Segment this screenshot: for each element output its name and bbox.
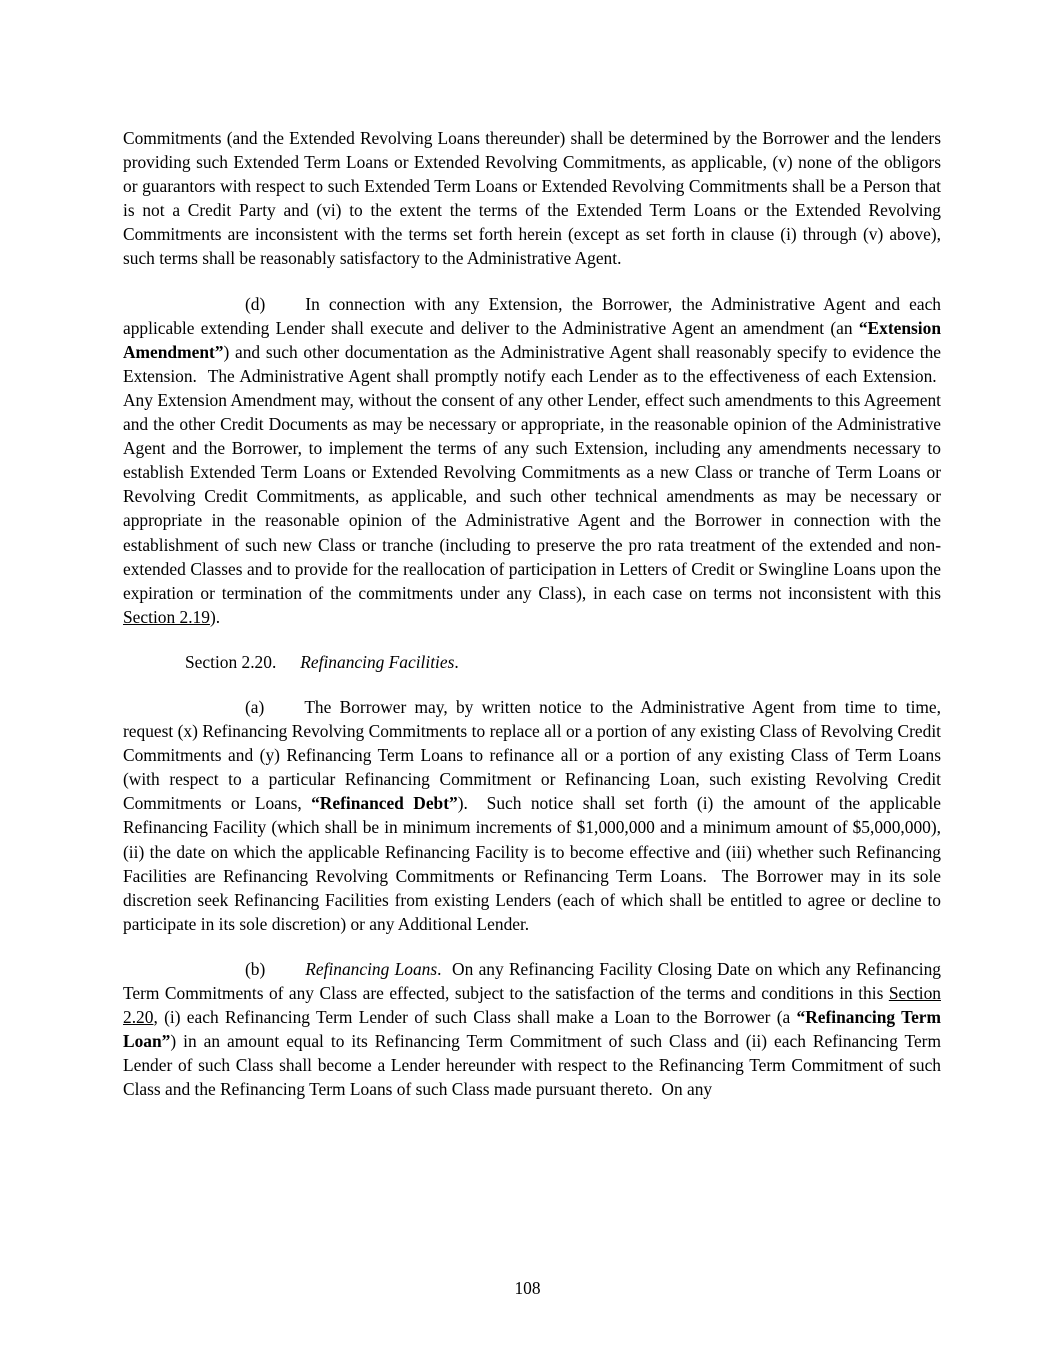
- text-block: [123, 126, 941, 1101]
- text-run: ) in an amount equal to its Refinancing Term Commitment of such Class and (ii) each Refinancing Term Lender of such Class shall become a Lender hereunder with respect to the Refinancing Term Commitment of such Class and the Refinancing Term Loans of such Class made pursuant thereto. On any: [123, 1031, 941, 1100]
- paragraph-v-vi-continuation: [123, 126, 941, 271]
- text-run: Commitments (and the Extended Revolving Loans thereunder) shall be determined by the Borrower and the lenders providing such Extended Term Loans or Extended Revolving Commitments, as applicable, (v) none of the obligors or guarantors with respect to such Extended Term Loans or Extended Revolving Commitments shall be a Person that is not a Credit Party and (vi) to the extent the terms of the Extended Term Loans or the Extended Revolving Commitments are inconsistent with the terms set forth herein (except as set forth in clause (i) through (v) above), such terms shall be reasonably satisfactory to the Administrative Agent.: [123, 128, 941, 269]
- text-run: .: [454, 651, 459, 672]
- defined-term: “Extension Amendment”: [123, 317, 941, 362]
- paragraph-b-refinancing-loans: [123, 957, 941, 1102]
- tab-space: [265, 292, 305, 316]
- tab-space: [264, 695, 304, 719]
- text-run: ).: [209, 606, 221, 627]
- text-run: . On any Refinancing Facility Closing Date on which any Refinancing Term Commitments of any Class are effected, subject to the satisfaction of the terms and conditions in this: [123, 958, 941, 1003]
- text-run: , (i) each Refinancing Term Lender of such Class shall make a Loan to the Borrower (a: [153, 1007, 797, 1028]
- text-run: The Borrower may, by written notice to the Administrative Agent from time to time, request (x) Refinancing Revolving Commitments to replace all or a portion of any existing Class of Revolving Credit Commitments and (y) Refinancing Term Loans to refinance all or a portion of any existing Class of Term Loans (with respect to a particular Refinancing Commitment or Refinancing Loan, such existing Revolving Credit Commitments or Loans,: [123, 696, 941, 814]
- italic-term: Refinancing Loans: [305, 958, 438, 979]
- italic-term: Refinancing Facilities: [300, 651, 455, 672]
- page-number: 108: [514, 1278, 541, 1298]
- text-run: ) and such other documentation as the Administrative Agent shall reasonably specify to evidence the Extension. The Administrative Agent shall promptly notify each Lender as to the effectiveness of each Extension. Any Extension Amendment may, without the consent of any other Lender, effect such amendments to this Agreement and the other Credit Documents as may be necessary or appropriate, in the reasonable opinion of the Administrative Agent and the Borrower, to implement the terms of any such Extension, including any amendments necessary to establish Extended Term Loans or Extended Revolving Commitments as a new Class or tranche of Term Loans or Revolving Credit Commitments, as applicable, and such other technical amendments as may be necessary or appropriate in the reasonable opinion of the Administrative Agent and the Borrower in connection with the establishment of such new Class or tranche (including to preserve the pro rata treatment of the extended and non-extended Classes and to provide for the reallocation of participation in Letters of Credit or Swingline Loans upon the expiration or termination of the commitments under any Class), in each case on terms not inconsistent with this: [123, 341, 941, 603]
- text-run: In connection with any Extension, the Borrower, the Administrative Agent and each applicable extending Lender shall execute and deliver to the Administrative Agent an amendment (an: [123, 293, 941, 338]
- text-run: (a): [245, 696, 265, 717]
- text-run: ). Such notice shall set forth (i) the amount of the applicable Refinancing Facility (which shall be in minimum increments of $1,000,000 and a minimum amount of $5,000,000), (ii) the date on which the applicable Refinancing Facility is to become effective and (iii) whether such Refinancing Facilities are Refinancing Revolving Commitments or Refinancing Term Loans. The Borrower may in its sole discretion seek Refinancing Facilities from existing Lenders (each of which shall be entitled to agree or decline to participate in its sole discretion) or any Additional Lender.: [123, 793, 941, 934]
- tab-space: [276, 650, 300, 674]
- section-reference: Section 2.19: [123, 606, 210, 627]
- paragraph-d-extension-amendment: [123, 292, 941, 629]
- section-reference: Section 2.20: [123, 983, 941, 1028]
- section-2-20-heading: [123, 650, 941, 674]
- text-run: (d): [245, 293, 266, 314]
- defined-term: “Refinancing Term Loan”: [123, 1007, 942, 1052]
- tab-space: [265, 957, 305, 981]
- text-run: (b): [245, 958, 266, 979]
- text-run: Section 2.20.: [185, 651, 277, 672]
- defined-term: “Refinanced Debt”: [311, 793, 458, 814]
- paragraph-a-refinancing-request: [123, 695, 941, 936]
